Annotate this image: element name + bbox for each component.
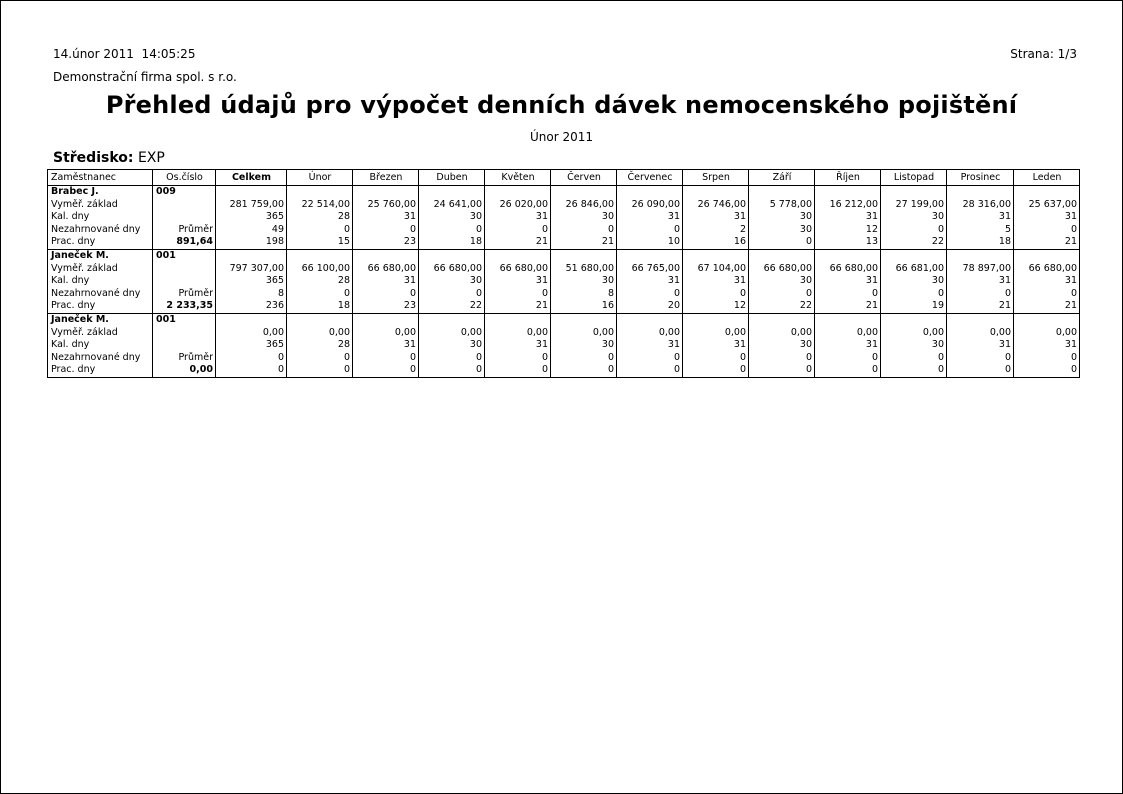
employee-name: Janeček M. xyxy=(48,313,153,326)
month-cell: 13 xyxy=(815,236,881,249)
month-cell: 66 681,00 xyxy=(881,263,947,276)
month-cell: 0 xyxy=(749,236,815,249)
month-cell: 0 xyxy=(485,364,551,377)
empty-cell xyxy=(617,186,683,199)
average-label: Průměr xyxy=(153,288,216,301)
month-cell: 8 xyxy=(551,288,617,301)
column-header: Celkem xyxy=(216,170,287,186)
month-cell: 31 xyxy=(947,339,1014,352)
employee-name: Janeček M. xyxy=(48,249,153,262)
month-cell: 0,00 xyxy=(419,327,485,340)
empty-cell xyxy=(881,186,947,199)
employee-id: 009 xyxy=(153,186,216,199)
month-cell: 0 xyxy=(419,288,485,301)
table-row xyxy=(48,236,1080,249)
month-cell: 16 xyxy=(683,236,749,249)
empty-cell xyxy=(815,313,881,326)
month-cell: 18 xyxy=(287,300,353,313)
empty-cell xyxy=(749,313,815,326)
empty-cell xyxy=(419,249,485,262)
employee-row xyxy=(48,249,1080,262)
empty-cell xyxy=(485,313,551,326)
row-label: Vyměř. základ xyxy=(48,263,153,276)
month-cell: 28 xyxy=(287,275,353,288)
row-label: Vyměř. základ xyxy=(48,199,153,212)
month-cell: 0 xyxy=(353,364,419,377)
total-cell: 281 759,00 xyxy=(216,199,287,212)
total-cell: 797 307,00 xyxy=(216,263,287,276)
month-cell: 0 xyxy=(287,288,353,301)
empty-cell xyxy=(617,249,683,262)
empty-cell xyxy=(551,186,617,199)
month-cell: 10 xyxy=(617,236,683,249)
row-label: Vyměř. základ xyxy=(48,327,153,340)
average-value: 0,00 xyxy=(153,364,216,377)
total-cell: 365 xyxy=(216,211,287,224)
empty-cell xyxy=(216,249,287,262)
month-cell: 30 xyxy=(551,211,617,224)
column-header: Únor xyxy=(287,170,353,186)
empty-cell xyxy=(683,186,749,199)
month-cell: 0 xyxy=(551,364,617,377)
month-cell: 30 xyxy=(881,275,947,288)
month-cell: 0,00 xyxy=(683,327,749,340)
column-header: Duben xyxy=(419,170,485,186)
empty-cell xyxy=(153,327,216,340)
month-cell: 20 xyxy=(617,300,683,313)
report-table xyxy=(47,169,1080,378)
empty-cell xyxy=(683,249,749,262)
total-cell: 198 xyxy=(216,236,287,249)
month-cell: 18 xyxy=(419,236,485,249)
month-cell: 21 xyxy=(1014,236,1080,249)
empty-cell xyxy=(1014,186,1080,199)
month-cell: 28 xyxy=(287,211,353,224)
month-cell: 21 xyxy=(815,300,881,313)
month-cell: 30 xyxy=(419,275,485,288)
month-cell: 31 xyxy=(485,211,551,224)
month-cell: 0 xyxy=(617,288,683,301)
month-cell: 24 641,00 xyxy=(419,199,485,212)
month-cell: 66 680,00 xyxy=(353,263,419,276)
month-cell: 0 xyxy=(881,364,947,377)
month-cell: 15 xyxy=(287,236,353,249)
month-cell: 16 xyxy=(551,300,617,313)
total-cell: 0 xyxy=(216,364,287,377)
month-cell: 0 xyxy=(617,364,683,377)
empty-cell xyxy=(881,313,947,326)
month-cell: 31 xyxy=(617,339,683,352)
month-cell: 0 xyxy=(683,352,749,365)
month-cell: 0,00 xyxy=(617,327,683,340)
empty-cell xyxy=(419,186,485,199)
column-header: Červen xyxy=(551,170,617,186)
month-cell: 0 xyxy=(617,224,683,237)
month-cell: 30 xyxy=(749,224,815,237)
month-cell: 28 xyxy=(287,339,353,352)
empty-cell xyxy=(485,186,551,199)
row-label: Kal. dny xyxy=(48,275,153,288)
month-cell: 51 680,00 xyxy=(551,263,617,276)
company-name: Demonstrační firma spol. s r.o. xyxy=(53,70,237,84)
month-cell: 0 xyxy=(749,352,815,365)
month-cell: 31 xyxy=(485,339,551,352)
month-cell: 26 846,00 xyxy=(551,199,617,212)
month-cell: 30 xyxy=(749,211,815,224)
empty-cell xyxy=(947,249,1014,262)
month-cell: 0 xyxy=(1014,352,1080,365)
month-cell: 26 020,00 xyxy=(485,199,551,212)
month-cell: 0 xyxy=(287,352,353,365)
month-cell: 0,00 xyxy=(485,327,551,340)
empty-cell xyxy=(287,186,353,199)
empty-cell xyxy=(287,313,353,326)
cost-center-value: EXP xyxy=(137,150,165,166)
month-cell: 31 xyxy=(353,339,419,352)
column-header: Září xyxy=(749,170,815,186)
month-cell: 30 xyxy=(551,275,617,288)
month-cell: 0 xyxy=(419,364,485,377)
cost-center-label: Středisko: xyxy=(53,150,134,166)
month-cell: 66 100,00 xyxy=(287,263,353,276)
print-date: 14.únor 2011 14:05:25 xyxy=(53,47,196,61)
month-cell: 30 xyxy=(551,339,617,352)
month-cell: 66 680,00 xyxy=(485,263,551,276)
month-cell: 2 xyxy=(683,224,749,237)
month-cell: 0 xyxy=(947,352,1014,365)
total-cell: 0 xyxy=(216,352,287,365)
month-cell: 31 xyxy=(617,275,683,288)
empty-cell xyxy=(153,275,216,288)
empty-cell xyxy=(1014,249,1080,262)
month-cell: 0 xyxy=(485,288,551,301)
empty-cell xyxy=(353,249,419,262)
month-cell: 0,00 xyxy=(551,327,617,340)
total-cell: 365 xyxy=(216,339,287,352)
month-cell: 31 xyxy=(683,339,749,352)
month-cell: 23 xyxy=(353,300,419,313)
month-cell: 31 xyxy=(815,339,881,352)
row-label: Nezahrnované dny xyxy=(48,352,153,365)
month-cell: 21 xyxy=(485,236,551,249)
month-cell: 0 xyxy=(1014,288,1080,301)
empty-cell xyxy=(153,199,216,212)
total-cell: 0,00 xyxy=(216,327,287,340)
month-cell: 30 xyxy=(419,339,485,352)
empty-cell xyxy=(815,186,881,199)
row-label: Nezahrnované dny xyxy=(48,288,153,301)
month-cell: 30 xyxy=(419,211,485,224)
month-cell: 26 090,00 xyxy=(617,199,683,212)
month-cell: 0 xyxy=(881,288,947,301)
column-header: Zaměstnanec xyxy=(48,170,153,186)
total-cell: 236 xyxy=(216,300,287,313)
cost-center xyxy=(53,150,165,166)
month-cell: 0 xyxy=(815,364,881,377)
month-cell: 0,00 xyxy=(881,327,947,340)
month-cell: 22 xyxy=(881,236,947,249)
empty-cell xyxy=(617,313,683,326)
page-number: Strana: 1/3 xyxy=(1010,47,1077,61)
table-row xyxy=(48,327,1080,340)
month-cell: 0 xyxy=(353,352,419,365)
empty-cell xyxy=(153,263,216,276)
row-label: Nezahrnované dny xyxy=(48,224,153,237)
month-cell: 31 xyxy=(947,211,1014,224)
month-cell: 0 xyxy=(947,288,1014,301)
month-cell: 0 xyxy=(551,224,617,237)
month-cell: 0 xyxy=(881,352,947,365)
empty-cell xyxy=(353,186,419,199)
table-row xyxy=(48,224,1080,237)
month-cell: 21 xyxy=(551,236,617,249)
table-row xyxy=(48,288,1080,301)
month-cell: 0 xyxy=(1014,224,1080,237)
month-cell: 66 680,00 xyxy=(749,263,815,276)
month-cell: 66 680,00 xyxy=(419,263,485,276)
month-cell: 31 xyxy=(815,275,881,288)
table-row xyxy=(48,211,1080,224)
month-cell: 30 xyxy=(749,275,815,288)
column-header: Říjen xyxy=(815,170,881,186)
month-cell: 19 xyxy=(881,300,947,313)
employee-name: Brabec J. xyxy=(48,186,153,199)
table-row xyxy=(48,263,1080,276)
empty-cell xyxy=(947,186,1014,199)
month-cell: 0 xyxy=(749,364,815,377)
month-cell: 23 xyxy=(353,236,419,249)
average-label: Průměr xyxy=(153,352,216,365)
table-row xyxy=(48,352,1080,365)
table-header-row xyxy=(48,170,1080,186)
month-cell: 18 xyxy=(947,236,1014,249)
month-cell: 0 xyxy=(683,288,749,301)
month-cell: 66 680,00 xyxy=(815,263,881,276)
average-value: 2 233,35 xyxy=(153,300,216,313)
employee-row xyxy=(48,186,1080,199)
empty-cell xyxy=(485,249,551,262)
month-cell: 21 xyxy=(485,300,551,313)
month-cell: 0 xyxy=(485,224,551,237)
month-cell: 0,00 xyxy=(947,327,1014,340)
average-value: 891,64 xyxy=(153,236,216,249)
month-cell: 21 xyxy=(1014,300,1080,313)
column-header: Listopad xyxy=(881,170,947,186)
month-cell: 0,00 xyxy=(815,327,881,340)
column-header: Srpen xyxy=(683,170,749,186)
empty-cell xyxy=(683,313,749,326)
month-cell: 0 xyxy=(683,364,749,377)
month-cell: 0 xyxy=(881,224,947,237)
month-cell: 22 xyxy=(749,300,815,313)
month-cell: 31 xyxy=(617,211,683,224)
month-cell: 0 xyxy=(815,288,881,301)
empty-cell xyxy=(216,313,287,326)
month-cell: 31 xyxy=(947,275,1014,288)
month-cell: 0 xyxy=(485,352,551,365)
month-cell: 31 xyxy=(353,275,419,288)
month-cell: 22 514,00 xyxy=(287,199,353,212)
employee-id: 001 xyxy=(153,249,216,262)
month-cell: 30 xyxy=(881,211,947,224)
month-cell: 0 xyxy=(353,224,419,237)
month-cell: 0,00 xyxy=(1014,327,1080,340)
month-cell: 67 104,00 xyxy=(683,263,749,276)
table-row xyxy=(48,364,1080,377)
month-cell: 0 xyxy=(815,352,881,365)
month-cell: 0 xyxy=(947,364,1014,377)
month-cell: 0,00 xyxy=(749,327,815,340)
total-cell: 365 xyxy=(216,275,287,288)
month-cell: 31 xyxy=(683,275,749,288)
report-title: Přehled údajů pro výpočet denních dávek nemocenského pojištění xyxy=(105,91,1018,119)
month-cell: 0 xyxy=(287,364,353,377)
total-cell: 8 xyxy=(216,288,287,301)
month-cell: 0 xyxy=(749,288,815,301)
table-row xyxy=(48,275,1080,288)
month-cell: 66 765,00 xyxy=(617,263,683,276)
month-cell: 25 637,00 xyxy=(1014,199,1080,212)
empty-cell xyxy=(1014,313,1080,326)
month-cell: 28 316,00 xyxy=(947,199,1014,212)
month-cell: 0 xyxy=(353,288,419,301)
month-cell: 31 xyxy=(1014,275,1080,288)
month-cell: 0 xyxy=(551,352,617,365)
month-cell: 66 680,00 xyxy=(1014,263,1080,276)
column-header: Březen xyxy=(353,170,419,186)
empty-cell xyxy=(153,211,216,224)
empty-cell xyxy=(749,249,815,262)
table-row xyxy=(48,339,1080,352)
month-cell: 31 xyxy=(1014,211,1080,224)
empty-cell xyxy=(216,186,287,199)
average-label: Průměr xyxy=(153,224,216,237)
month-cell: 26 746,00 xyxy=(683,199,749,212)
month-cell: 0 xyxy=(1014,364,1080,377)
month-cell: 22 xyxy=(419,300,485,313)
row-label: Kal. dny xyxy=(48,211,153,224)
empty-cell xyxy=(815,249,881,262)
month-cell: 0 xyxy=(287,224,353,237)
column-header: Červenec xyxy=(617,170,683,186)
month-cell: 31 xyxy=(353,211,419,224)
month-cell: 0 xyxy=(419,352,485,365)
month-cell: 31 xyxy=(485,275,551,288)
month-cell: 5 778,00 xyxy=(749,199,815,212)
empty-cell xyxy=(749,186,815,199)
column-header: Os.číslo xyxy=(153,170,216,186)
empty-cell xyxy=(881,249,947,262)
report-period: Únor 2011 xyxy=(529,130,594,144)
month-cell: 0 xyxy=(419,224,485,237)
month-cell: 5 xyxy=(947,224,1014,237)
month-cell: 27 199,00 xyxy=(881,199,947,212)
column-header: Prosinec xyxy=(947,170,1014,186)
empty-cell xyxy=(353,313,419,326)
month-cell: 25 760,00 xyxy=(353,199,419,212)
empty-cell xyxy=(153,339,216,352)
month-cell: 31 xyxy=(1014,339,1080,352)
empty-cell xyxy=(551,313,617,326)
row-label: Kal. dny xyxy=(48,339,153,352)
total-cell: 49 xyxy=(216,224,287,237)
empty-cell xyxy=(419,313,485,326)
row-label: Prac. dny xyxy=(48,236,153,249)
table-row xyxy=(48,199,1080,212)
month-cell: 30 xyxy=(881,339,947,352)
employee-id: 001 xyxy=(153,313,216,326)
empty-cell xyxy=(287,249,353,262)
month-cell: 0 xyxy=(617,352,683,365)
month-cell: 12 xyxy=(683,300,749,313)
month-cell: 30 xyxy=(749,339,815,352)
month-cell: 16 212,00 xyxy=(815,199,881,212)
month-cell: 21 xyxy=(947,300,1014,313)
employee-row xyxy=(48,313,1080,326)
row-label: Prac. dny xyxy=(48,300,153,313)
column-header: Květen xyxy=(485,170,551,186)
empty-cell xyxy=(947,313,1014,326)
table-row xyxy=(48,300,1080,313)
month-cell: 31 xyxy=(683,211,749,224)
empty-cell xyxy=(551,249,617,262)
month-cell: 12 xyxy=(815,224,881,237)
month-cell: 78 897,00 xyxy=(947,263,1014,276)
month-cell: 0,00 xyxy=(287,327,353,340)
month-cell: 0,00 xyxy=(353,327,419,340)
month-cell: 31 xyxy=(815,211,881,224)
column-header: Leden xyxy=(1014,170,1080,186)
row-label: Prac. dny xyxy=(48,364,153,377)
